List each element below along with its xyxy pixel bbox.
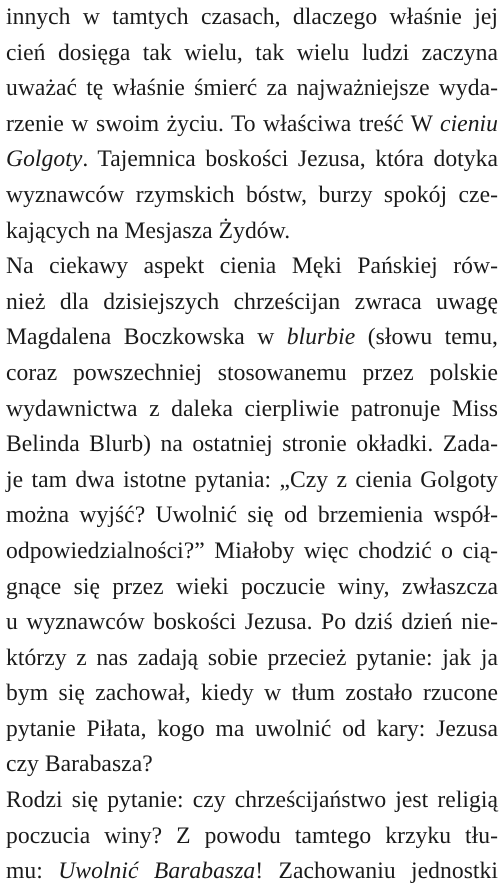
italic-text: Golgoty (6, 146, 83, 173)
text-line (6, 570, 498, 606)
text-line (6, 854, 498, 890)
text-segment: można wyjść? Uwolnić się od brzemienia współ- (6, 502, 498, 529)
text-segment: Na ciekawy aspekt cienia Męki Pańskiej rów- (6, 253, 498, 280)
text-line (6, 107, 498, 143)
text-line (6, 463, 498, 499)
text-segment: bym się zachował, kiedy w tłum zostało rzucone (6, 680, 498, 707)
text-line (6, 676, 498, 712)
text-segment: . Tajemnica boskości Jezusa, która dotyka (82, 146, 498, 173)
text-line (6, 71, 498, 107)
text-line (6, 0, 498, 36)
text-segment: Rodzi się pytanie: czy chrześcijaństwo jest religią (6, 787, 498, 814)
text-line (6, 36, 498, 72)
text-segment: odpowiedzialności?” Miałoby więc chodzić o cią- (6, 537, 498, 564)
italic-text: cieniu (440, 110, 498, 137)
text-segment: rzenie w swoim życiu. To właściwa treść W (6, 110, 441, 137)
text-segment: pytanie Piłata, kogo ma uwolnić od kary: Jezusa (6, 715, 498, 742)
text-line (6, 356, 498, 392)
text-segment: kających na Mesjasza Żydów. (6, 217, 291, 244)
text-segment: je tam dwa istotne pytania: „Czy z cienia Golgoty (6, 466, 498, 493)
text-line (6, 712, 498, 748)
text-segment: u wyznawców boskości Jezusa. Po dziś dzień nie- (6, 609, 498, 636)
text-line (6, 783, 498, 819)
text-line (6, 285, 498, 321)
paragraph (6, 0, 498, 249)
body-text (6, 0, 498, 890)
text-line (6, 320, 498, 356)
text-segment: ! Zachowaniu jednostki (255, 858, 498, 885)
text-segment: wyznawców rzymskich bóstw, burzy spokój cze- (6, 181, 498, 208)
text-line (6, 249, 498, 285)
text-segment: Magdalena Boczkowska w (6, 324, 287, 351)
text-line (6, 178, 498, 214)
text-segment: mu: (6, 858, 59, 885)
text-segment: czy Barabasza? (6, 751, 153, 778)
text-segment: wydawnictwa z daleka cierpliwie patronuje Miss (6, 395, 498, 422)
italic-text: blurbie (286, 324, 356, 351)
text-line (6, 605, 498, 641)
text-line (6, 641, 498, 677)
text-segment: uważać tę właśnie śmierć za najważniejsze wyda- (6, 75, 498, 102)
paragraph (6, 249, 498, 783)
text-line (6, 214, 498, 250)
text-line (6, 819, 498, 855)
paragraph (6, 783, 498, 890)
text-segment: poczucia winy? Z powodu tamtego krzyku tłu- (6, 822, 498, 849)
text-line (6, 747, 498, 783)
italic-text: Uwolnić Barabasza (58, 858, 256, 885)
text-segment: cień dosięga tak wielu, tak wielu ludzi zaczyna (6, 39, 498, 66)
text-segment: gnące się przez wieki poczucie winy, zwłaszcza (6, 573, 498, 600)
text-segment: Belinda Blurb) na ostatniej stronie okładki. Zada- (6, 431, 498, 458)
document-page (6, 0, 499, 885)
text-line (6, 142, 498, 178)
text-line (6, 534, 498, 570)
text-segment: nież dla dzisiejszych chrześcijan zwraca uwagę (6, 288, 498, 315)
text-line (6, 498, 498, 534)
text-segment: innych w tamtych czasach, dlaczego właśnie jej (6, 4, 498, 30)
text-segment: którzy z nas zadają sobie przecież pytanie: jak ja (6, 644, 498, 671)
text-line (6, 392, 498, 428)
text-segment: (słowu temu, (355, 324, 499, 351)
text-line (6, 427, 498, 463)
text-segment: coraz powszechniej stosowanemu przez polskie (6, 359, 498, 386)
